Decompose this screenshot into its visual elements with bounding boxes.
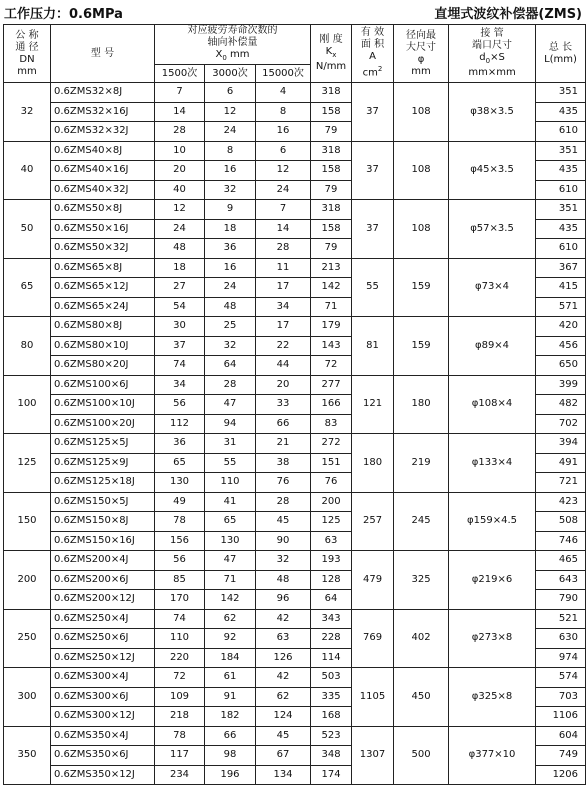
table-head	[4, 25, 586, 83]
cycles-3000-cell: 18	[205, 219, 256, 239]
cycles-3000-cell: 130	[205, 531, 256, 551]
dn-cell: 100	[4, 375, 51, 434]
cycles-1500-cell: 109	[155, 687, 205, 707]
length-cell: 574	[536, 668, 586, 688]
stiffness-cell: 523	[311, 726, 352, 746]
col-3000-header: 3000次	[205, 65, 256, 83]
length-cell: 420	[536, 317, 586, 337]
length-cell: 1106	[536, 707, 586, 727]
length-cell: 749	[536, 746, 586, 766]
pipe-cell: φ377×10	[449, 726, 536, 785]
stiffness-cell: 151	[311, 453, 352, 473]
stiffness-cell: 158	[311, 161, 352, 181]
stiffness-cell: 158	[311, 219, 352, 239]
model-cell: 0.6ZMS100×20J	[51, 414, 155, 434]
area-cell: 37	[352, 83, 394, 142]
table-row	[4, 551, 586, 571]
col-stiffness-header: 刚 度 $K_x$ N/mm	[311, 25, 352, 83]
cycles-15000-cell: 33	[256, 395, 311, 415]
area-cell: 769	[352, 609, 394, 668]
pipe-cell: φ73×4	[449, 258, 536, 317]
stiffness-cell: 71	[311, 297, 352, 317]
cycles-3000-cell: 24	[205, 122, 256, 142]
stiffness-cell: 318	[311, 141, 352, 161]
col-length-header: 总 长 L(mm)	[536, 25, 586, 83]
length-cell: 491	[536, 453, 586, 473]
model-cell: 0.6ZMS40×8J	[51, 141, 155, 161]
pipe-cell: φ273×8	[449, 609, 536, 668]
stiffness-cell: 142	[311, 278, 352, 298]
cycles-1500-cell: 234	[155, 765, 205, 785]
length-cell: 604	[536, 726, 586, 746]
cycles-15000-cell: 62	[256, 687, 311, 707]
cycles-1500-cell: 220	[155, 648, 205, 668]
length-cell: 643	[536, 570, 586, 590]
length-cell: 508	[536, 512, 586, 532]
table-row	[4, 83, 586, 103]
cycles-1500-cell: 72	[155, 668, 205, 688]
cycles-3000-cell: 47	[205, 395, 256, 415]
model-cell: 0.6ZMS100×6J	[51, 375, 155, 395]
length-cell: 610	[536, 239, 586, 259]
model-cell: 0.6ZMS150×8J	[51, 512, 155, 532]
length-cell: 1206	[536, 765, 586, 785]
area-cell: 180	[352, 434, 394, 493]
area-cell: 1105	[352, 668, 394, 727]
cycles-15000-cell: 126	[256, 648, 311, 668]
model-cell: 0.6ZMS250×12J	[51, 648, 155, 668]
cycles-15000-cell: 11	[256, 258, 311, 278]
col-15000-header: 15000次	[256, 65, 311, 83]
pipe-cell: φ45×3.5	[449, 141, 536, 200]
cycles-1500-cell: 130	[155, 473, 205, 493]
model-cell: 0.6ZMS150×5J	[51, 492, 155, 512]
model-cell: 0.6ZMS65×24J	[51, 297, 155, 317]
stiffness-cell: 64	[311, 590, 352, 610]
length-cell: 435	[536, 219, 586, 239]
product-title: 直埋式波纹补偿器(ZMS)	[434, 7, 582, 22]
cycles-1500-cell: 156	[155, 531, 205, 551]
cycles-15000-cell: 45	[256, 726, 311, 746]
cycles-1500-cell: 48	[155, 239, 205, 259]
cycles-1500-cell: 24	[155, 219, 205, 239]
dn-cell: 40	[4, 141, 51, 200]
pipe-cell: φ57×3.5	[449, 200, 536, 259]
cycles-1500-cell: 7	[155, 83, 205, 103]
cycles-15000-cell: 38	[256, 453, 311, 473]
stiffness-cell: 114	[311, 648, 352, 668]
model-cell: 0.6ZMS50×16J	[51, 219, 155, 239]
table-row	[4, 668, 586, 688]
stiffness-cell: 76	[311, 473, 352, 493]
cycles-3000-cell: 31	[205, 434, 256, 454]
cycles-1500-cell: 56	[155, 395, 205, 415]
model-cell: 0.6ZMS32×16J	[51, 102, 155, 122]
od-cell: 325	[394, 551, 449, 610]
cycles-3000-cell: 28	[205, 375, 256, 395]
cycles-1500-cell: 12	[155, 200, 205, 220]
cycles-15000-cell: 7	[256, 200, 311, 220]
cycles-15000-cell: 96	[256, 590, 311, 610]
pipe-cell: φ219×6	[449, 551, 536, 610]
cycles-3000-cell: 24	[205, 278, 256, 298]
cycles-15000-cell: 8	[256, 102, 311, 122]
cycles-1500-cell: 54	[155, 297, 205, 317]
cycles-1500-cell: 28	[155, 122, 205, 142]
dn-cell: 300	[4, 668, 51, 727]
od-cell: 180	[394, 375, 449, 434]
stiffness-cell: 343	[311, 609, 352, 629]
cycles-15000-cell: 42	[256, 609, 311, 629]
model-cell: 0.6ZMS200×4J	[51, 551, 155, 571]
stiffness-cell: 79	[311, 239, 352, 259]
cycles-15000-cell: 14	[256, 219, 311, 239]
cycles-1500-cell: 65	[155, 453, 205, 473]
length-cell: 435	[536, 161, 586, 181]
length-cell: 394	[536, 434, 586, 454]
cycles-1500-cell: 74	[155, 356, 205, 376]
dn-cell: 65	[4, 258, 51, 317]
length-cell: 367	[536, 258, 586, 278]
cycles-1500-cell: 112	[155, 414, 205, 434]
cycles-3000-cell: 48	[205, 297, 256, 317]
length-cell: 746	[536, 531, 586, 551]
cycles-3000-cell: 16	[205, 258, 256, 278]
table-row	[4, 492, 586, 512]
cycles-15000-cell: 48	[256, 570, 311, 590]
length-cell: 610	[536, 122, 586, 142]
cycles-15000-cell: 124	[256, 707, 311, 727]
cycles-15000-cell: 66	[256, 414, 311, 434]
cycles-3000-cell: 196	[205, 765, 256, 785]
area-cell: 121	[352, 375, 394, 434]
length-cell: 630	[536, 629, 586, 649]
cycles-1500-cell: 27	[155, 278, 205, 298]
model-cell: 0.6ZMS350×12J	[51, 765, 155, 785]
model-cell: 0.6ZMS40×16J	[51, 161, 155, 181]
cycles-15000-cell: 44	[256, 356, 311, 376]
dn-cell: 32	[4, 83, 51, 142]
stiffness-cell: 63	[311, 531, 352, 551]
cycles-3000-cell: 55	[205, 453, 256, 473]
length-cell: 423	[536, 492, 586, 512]
cycles-1500-cell: 36	[155, 434, 205, 454]
working-pressure-label: 工作压力：0.6MPa	[4, 7, 123, 22]
stiffness-cell: 79	[311, 180, 352, 200]
dn-cell: 150	[4, 492, 51, 551]
cycles-1500-cell: 49	[155, 492, 205, 512]
od-cell: 108	[394, 141, 449, 200]
col-od-header: 径向最 大尺寸 φ mm	[394, 25, 449, 83]
od-cell: 402	[394, 609, 449, 668]
model-cell: 0.6ZMS65×12J	[51, 278, 155, 298]
cycles-15000-cell: 63	[256, 629, 311, 649]
length-cell: 702	[536, 414, 586, 434]
model-cell: 0.6ZMS350×6J	[51, 746, 155, 766]
cycles-15000-cell: 17	[256, 278, 311, 298]
cycles-3000-cell: 94	[205, 414, 256, 434]
cycles-1500-cell: 37	[155, 336, 205, 356]
cycles-3000-cell: 41	[205, 492, 256, 512]
cycles-15000-cell: 4	[256, 83, 311, 103]
pipe-cell: φ89×4	[449, 317, 536, 376]
dn-cell: 200	[4, 551, 51, 610]
stiffness-cell: 143	[311, 336, 352, 356]
cycles-1500-cell: 14	[155, 102, 205, 122]
cycles-1500-cell: 34	[155, 375, 205, 395]
model-cell: 0.6ZMS32×32J	[51, 122, 155, 142]
area-cell: 37	[352, 141, 394, 200]
cycles-3000-cell: 6	[205, 83, 256, 103]
stiffness-cell: 174	[311, 765, 352, 785]
cycles-3000-cell: 182	[205, 707, 256, 727]
cycles-15000-cell: 45	[256, 512, 311, 532]
cycles-1500-cell: 18	[155, 258, 205, 278]
stiffness-cell: 128	[311, 570, 352, 590]
stiffness-cell: 213	[311, 258, 352, 278]
length-cell: 571	[536, 297, 586, 317]
od-cell: 108	[394, 200, 449, 259]
model-cell: 0.6ZMS250×6J	[51, 629, 155, 649]
cycles-3000-cell: 184	[205, 648, 256, 668]
cycles-3000-cell: 62	[205, 609, 256, 629]
table-row	[4, 200, 586, 220]
model-cell: 0.6ZMS125×9J	[51, 453, 155, 473]
cycles-3000-cell: 16	[205, 161, 256, 181]
stiffness-cell: 168	[311, 707, 352, 727]
stiffness-cell: 228	[311, 629, 352, 649]
stiffness-cell: 272	[311, 434, 352, 454]
cycles-15000-cell: 22	[256, 336, 311, 356]
length-cell: 351	[536, 141, 586, 161]
col-1500-header: 1500次	[155, 65, 205, 83]
area-cell: 257	[352, 492, 394, 551]
cycles-3000-cell: 110	[205, 473, 256, 493]
length-cell: 482	[536, 395, 586, 415]
cycles-15000-cell: 6	[256, 141, 311, 161]
model-cell: 0.6ZMS300×12J	[51, 707, 155, 727]
cycles-1500-cell: 30	[155, 317, 205, 337]
table-row	[4, 609, 586, 629]
stiffness-cell: 200	[311, 492, 352, 512]
cycles-3000-cell: 71	[205, 570, 256, 590]
length-cell: 351	[536, 200, 586, 220]
cycles-3000-cell: 66	[205, 726, 256, 746]
cycles-3000-cell: 92	[205, 629, 256, 649]
stiffness-cell: 179	[311, 317, 352, 337]
stiffness-cell: 318	[311, 200, 352, 220]
cycles-15000-cell: 28	[256, 239, 311, 259]
spec-table	[3, 24, 586, 785]
length-cell: 610	[536, 180, 586, 200]
od-cell: 159	[394, 258, 449, 317]
model-cell: 0.6ZMS100×10J	[51, 395, 155, 415]
cycles-15000-cell: 21	[256, 434, 311, 454]
length-cell: 790	[536, 590, 586, 610]
table-row	[4, 375, 586, 395]
stiffness-cell: 79	[311, 122, 352, 142]
cycles-1500-cell: 74	[155, 609, 205, 629]
model-cell: 0.6ZMS125×5J	[51, 434, 155, 454]
cycles-3000-cell: 9	[205, 200, 256, 220]
cycles-3000-cell: 8	[205, 141, 256, 161]
model-cell: 0.6ZMS350×4J	[51, 726, 155, 746]
cycles-1500-cell: 78	[155, 726, 205, 746]
cycles-15000-cell: 134	[256, 765, 311, 785]
table-row	[4, 726, 586, 746]
model-cell: 0.6ZMS200×6J	[51, 570, 155, 590]
stiffness-cell: 83	[311, 414, 352, 434]
area-cell: 37	[352, 200, 394, 259]
cycles-1500-cell: 117	[155, 746, 205, 766]
cycles-15000-cell: 17	[256, 317, 311, 337]
model-cell: 0.6ZMS80×10J	[51, 336, 155, 356]
cycles-15000-cell: 67	[256, 746, 311, 766]
cycles-1500-cell: 20	[155, 161, 205, 181]
col-area-header: 有 效 面 积 A $cm^2$	[352, 25, 394, 83]
length-cell: 721	[536, 473, 586, 493]
cycles-15000-cell: 24	[256, 180, 311, 200]
cycles-3000-cell: 32	[205, 336, 256, 356]
dn-cell: 125	[4, 434, 51, 493]
model-cell: 0.6ZMS80×20J	[51, 356, 155, 376]
cycles-15000-cell: 42	[256, 668, 311, 688]
length-cell: 415	[536, 278, 586, 298]
cycles-15000-cell: 90	[256, 531, 311, 551]
cycles-3000-cell: 91	[205, 687, 256, 707]
col-model-header: 型 号	[51, 25, 155, 83]
model-cell: 0.6ZMS50×32J	[51, 239, 155, 259]
area-cell: 81	[352, 317, 394, 376]
stiffness-cell: 318	[311, 83, 352, 103]
model-cell: 0.6ZMS125×18J	[51, 473, 155, 493]
stiffness-cell: 166	[311, 395, 352, 415]
model-cell: 0.6ZMS32×8J	[51, 83, 155, 103]
length-cell: 650	[536, 356, 586, 376]
model-cell: 0.6ZMS80×8J	[51, 317, 155, 337]
cycles-3000-cell: 61	[205, 668, 256, 688]
area-cell: 55	[352, 258, 394, 317]
area-cell: 1307	[352, 726, 394, 785]
cycles-3000-cell: 98	[205, 746, 256, 766]
length-cell: 521	[536, 609, 586, 629]
model-cell: 0.6ZMS50×8J	[51, 200, 155, 220]
cycles-15000-cell: 12	[256, 161, 311, 181]
length-cell: 974	[536, 648, 586, 668]
cycles-3000-cell: 25	[205, 317, 256, 337]
length-cell: 456	[536, 336, 586, 356]
model-cell: 0.6ZMS200×12J	[51, 590, 155, 610]
cycles-3000-cell: 47	[205, 551, 256, 571]
pipe-cell: φ38×3.5	[449, 83, 536, 142]
table-row	[4, 141, 586, 161]
length-cell: 703	[536, 687, 586, 707]
page-header	[0, 0, 588, 24]
table-row	[4, 317, 586, 337]
area-cell: 479	[352, 551, 394, 610]
cycles-1500-cell: 110	[155, 629, 205, 649]
cycles-3000-cell: 65	[205, 512, 256, 532]
col-dn-header: 公 称 通 径 DN mm	[4, 25, 51, 83]
cycles-1500-cell: 40	[155, 180, 205, 200]
stiffness-cell: 125	[311, 512, 352, 532]
cycles-1500-cell: 218	[155, 707, 205, 727]
cycles-3000-cell: 36	[205, 239, 256, 259]
stiffness-cell: 335	[311, 687, 352, 707]
cycles-3000-cell: 32	[205, 180, 256, 200]
stiffness-cell: 72	[311, 356, 352, 376]
pipe-cell: φ159×4.5	[449, 492, 536, 551]
cycles-15000-cell: 32	[256, 551, 311, 571]
pipe-cell: φ325×8	[449, 668, 536, 727]
dn-cell: 350	[4, 726, 51, 785]
length-cell: 399	[536, 375, 586, 395]
cycles-3000-cell: 12	[205, 102, 256, 122]
model-cell: 0.6ZMS150×16J	[51, 531, 155, 551]
model-cell: 0.6ZMS65×8J	[51, 258, 155, 278]
cycles-1500-cell: 78	[155, 512, 205, 532]
od-cell: 450	[394, 668, 449, 727]
length-cell: 351	[536, 83, 586, 103]
od-cell: 500	[394, 726, 449, 785]
cycles-1500-cell: 170	[155, 590, 205, 610]
od-cell: 245	[394, 492, 449, 551]
cycles-15000-cell: 16	[256, 122, 311, 142]
model-cell: 0.6ZMS300×4J	[51, 668, 155, 688]
stiffness-cell: 348	[311, 746, 352, 766]
stiffness-cell: 158	[311, 102, 352, 122]
cycles-3000-cell: 64	[205, 356, 256, 376]
model-cell: 0.6ZMS250×4J	[51, 609, 155, 629]
cycles-15000-cell: 34	[256, 297, 311, 317]
cycles-1500-cell: 10	[155, 141, 205, 161]
cycles-15000-cell: 76	[256, 473, 311, 493]
col-cycles-header: 对应疲劳寿命次数的 轴向补偿量 $X_0$ mm	[155, 25, 311, 65]
dn-cell: 80	[4, 317, 51, 376]
cycles-15000-cell: 20	[256, 375, 311, 395]
cycles-3000-cell: 142	[205, 590, 256, 610]
table-row	[4, 258, 586, 278]
od-cell: 159	[394, 317, 449, 376]
length-cell: 435	[536, 102, 586, 122]
cycles-1500-cell: 85	[155, 570, 205, 590]
pipe-cell: φ133×4	[449, 434, 536, 493]
length-cell: 465	[536, 551, 586, 571]
cycles-1500-cell: 56	[155, 551, 205, 571]
dn-cell: 250	[4, 609, 51, 668]
stiffness-cell: 277	[311, 375, 352, 395]
stiffness-cell: 503	[311, 668, 352, 688]
pipe-cell: φ108×4	[449, 375, 536, 434]
col-pipe-header: 接 管 端口尺寸 $d_0\times S$ mm×mm	[449, 25, 536, 83]
cycles-15000-cell: 28	[256, 492, 311, 512]
table-body	[4, 83, 586, 785]
od-cell: 108	[394, 83, 449, 142]
od-cell: 219	[394, 434, 449, 493]
model-cell: 0.6ZMS300×6J	[51, 687, 155, 707]
table-row	[4, 434, 586, 454]
model-cell: 0.6ZMS40×32J	[51, 180, 155, 200]
dn-cell: 50	[4, 200, 51, 259]
stiffness-cell: 193	[311, 551, 352, 571]
